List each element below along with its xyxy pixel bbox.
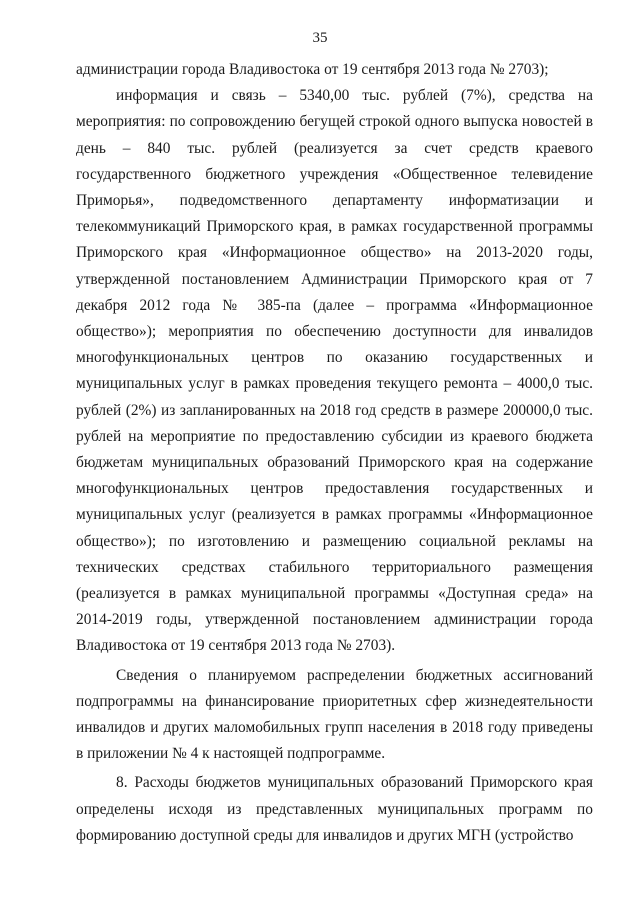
page-number: 35 [312, 30, 328, 46]
document-body [76, 57, 593, 849]
paragraph-budget-allocation-info: Сведения о планируемом распределении бюджетных ассигнований подпрограммы на финансирование приоритетных сфер жизнедеятельности инвалидов и других маломобильных групп населения в 2018 году приведены в приложении № 4 к настоящей подпрограмме. [76, 666, 593, 763]
paragraph-information-and-communication: информация и связь – 5340,00 тыс. рублей (7%), средства на мероприятия: по сопровождению бегущей строкой одного выпуска новостей в день – 840 тыс. рублей (реализуется за счет средств краевого государственного бюджетного учреждения «Общественное телевидение Приморья», подведомственного департаменту информатизации и телекоммуникаций Приморского края, в рамках государственной программы Приморского края «Информационное общество» на 2013-2020 годы, утвержденной постановлением Администрации Приморского края от 7 декабря 2012 года № 385-па (далее – программа «Информационное общество»); мероприятия по обеспечению доступности для инвалидов многофункциональных центров по оказанию государственных и муниципальных услуг в рамках проведения текущего ремонта – 4000,0 тыс. рублей (2%) из запланированных на 2018 год средств в размере 200000,0 тыс. рублей на мероприятие по предоставлению субсидии из краевого бюджета бюджетам муниципальных образований Приморского края на содержание многофункциональных центров предоставления государственных и муниципальных услуг (реализуется в рамках программы «Информационное общество»); по изготовлению и размещению социальной рекламы на технических средствах стабильного территориального размещения (реализуется в рамках муниципальной программы «Доступная среда» на 2014-2019 годы, утвержденной постановлением администрации города Владивостока от 19 сентября 2013 года № 2703). [76, 87, 593, 655]
paragraph-municipal-budget-expenses: 8. Расходы бюджетов муниципальных образований Приморского края определены исходя из представленных муниципальных программ по формированию доступной среды для инвалидов и других МГН (устройство [76, 774, 593, 844]
paragraph-continuation: администрации города Владивостока от 19 сентября 2013 года № 2703); [76, 61, 549, 78]
